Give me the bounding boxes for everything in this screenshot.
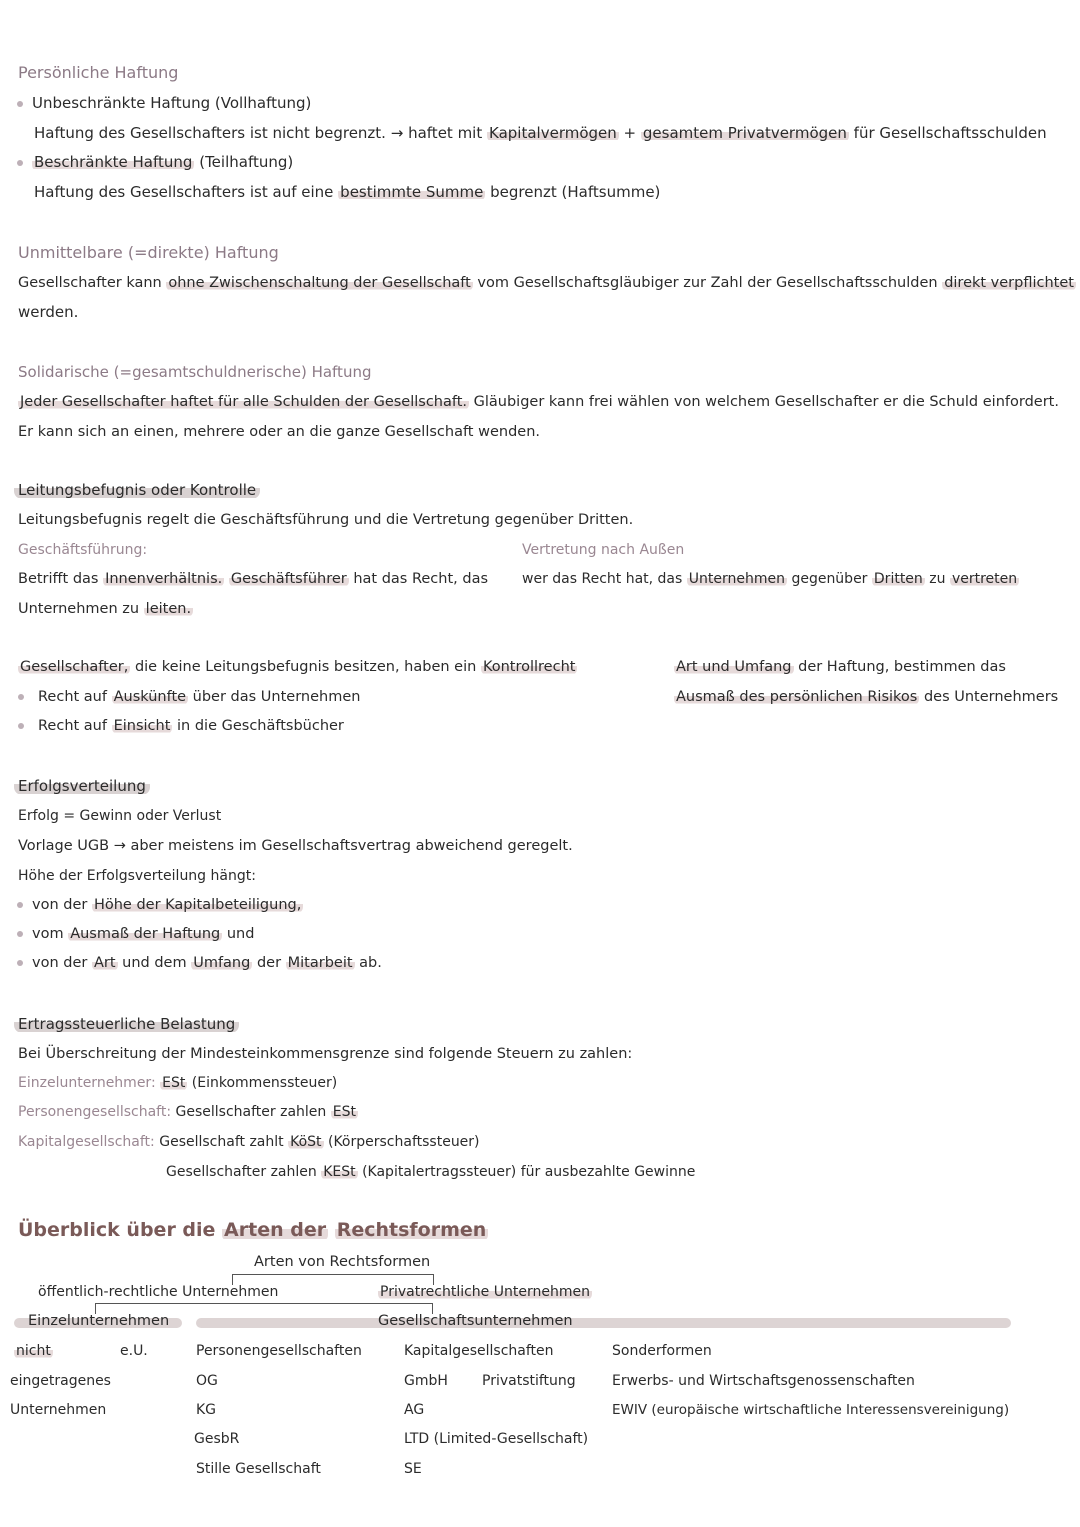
- tree-kapital-item: LTD (Limited-Gesellschaft): [404, 1431, 589, 1447]
- tree-eu: e.U.: [120, 1343, 148, 1359]
- section-title-solidarische-haftung: Solidarische (=gesamtschuldnerische) Haftung: [18, 363, 372, 381]
- text: Betrifft das: [18, 571, 99, 587]
- geschaeftsfuehrung-label: Geschäftsführung:: [18, 542, 148, 558]
- text: nicht: [16, 1343, 51, 1359]
- tree-privatstiftung: Privatstiftung: [482, 1373, 576, 1389]
- text: Recht auf: [38, 718, 107, 734]
- label: Personengesellschaft:: [18, 1104, 172, 1120]
- bullet-dot: [17, 160, 23, 166]
- vertretung-desc: [522, 569, 1019, 589]
- section-title-unmittelbare-haftung: Unmittelbare (=direkte) Haftung: [18, 243, 279, 262]
- kontrolle-bullet-1: [38, 687, 360, 707]
- tree-unternehmen: Unternehmen: [10, 1402, 107, 1418]
- text: (Haftsumme): [561, 183, 661, 201]
- highlight-auskuenfte: Auskünfte: [113, 689, 187, 705]
- tree-sonder-item: EWIV (europäische wirtschaftliche Interessensvereinigung): [612, 1402, 1010, 1418]
- bullet-dot: [17, 101, 23, 107]
- text: die keine Leitungsbefugnis besitzen, haben ein: [134, 659, 477, 675]
- unbeschraenkt-paren: (Vollhaftung): [214, 94, 312, 112]
- text: Gesellschafter kann: [18, 275, 162, 291]
- tree-personen-item: Stille Gesellschaft: [196, 1461, 321, 1477]
- text: des Unternehmers: [923, 689, 1059, 705]
- tree-root: Arten von Rechtsformen: [254, 1254, 431, 1270]
- text: Vorlage UGB: [18, 838, 110, 854]
- text: gegenüber: [791, 571, 868, 587]
- text: der: [256, 955, 282, 971]
- bullet-dot: [17, 960, 23, 966]
- tree-sonder-item: Erwerbs- und Wirtschaftsgenossenschaften: [612, 1373, 915, 1389]
- highlight-dritten: Dritten: [873, 571, 923, 587]
- text: und dem: [122, 955, 187, 971]
- highlight-einsicht: Einsicht: [113, 718, 171, 734]
- text: Gesellschaft zahlt: [159, 1134, 284, 1150]
- highlight-arten: Arten der: [224, 1219, 327, 1241]
- tree-personen-item: GesbR: [194, 1431, 240, 1447]
- highlight-rechtsformen: Rechtsformen: [336, 1219, 487, 1241]
- unbeschraenkt-desc: [34, 123, 1047, 143]
- steuer-einzelunternehmer: [18, 1073, 337, 1093]
- text: aber meistens im Gesellschaftsvertrag abweichend geregelt.: [130, 838, 573, 854]
- section-title-ueberblick: [18, 1220, 488, 1240]
- highlight-bar: [196, 1318, 1011, 1328]
- tree-personen-item: KG: [196, 1402, 217, 1418]
- kontrolle-bullet-2: [38, 716, 344, 736]
- arrow-icon: →: [390, 124, 404, 142]
- solidarisch-desc: [18, 392, 1059, 412]
- arrow-icon: →: [113, 838, 126, 854]
- bullet-dot: [17, 902, 23, 908]
- highlight-zwischenschaltung: ohne Zwischenschaltung der Gesellschaft: [168, 275, 471, 291]
- bullet-dot: [17, 931, 23, 937]
- highlight-mitarbeit: Mitarbeit: [287, 955, 353, 971]
- text: Gesellschafter zahlen: [175, 1104, 327, 1120]
- beschraenkt-label: Beschränkte Haftung: [34, 153, 193, 171]
- text: wer das Recht hat, das: [522, 571, 683, 587]
- section-title-leitungsbefugnis: [14, 480, 260, 500]
- tree-kapital-item: GmbH: [404, 1373, 448, 1389]
- section-title-persoenliche-haftung: Persönliche Haftung: [18, 63, 179, 82]
- risiko-note-2: [674, 687, 1058, 707]
- text: Gesellschafter zahlen: [166, 1164, 317, 1180]
- plus-sign: +: [623, 124, 637, 142]
- unbeschraenkt-line: [32, 93, 311, 113]
- title-text: Ertragssteuerliche Belastung: [14, 1015, 239, 1033]
- text: über das Unternehmen: [192, 689, 361, 705]
- highlight-est: ESt: [332, 1104, 356, 1120]
- highlight-geschaeftsfuehrer: Geschäftsführer: [230, 571, 347, 587]
- bullet-dot: [18, 723, 24, 729]
- tree-kapital-item: SE: [404, 1461, 422, 1477]
- text: Haftung des Gesellschafters ist auf eine: [34, 183, 334, 201]
- text: (Körperschaftssteuer): [327, 1134, 480, 1150]
- text: von der: [32, 955, 88, 971]
- highlight-leiten: leiten.: [145, 601, 192, 617]
- bullet-dot: [18, 694, 24, 700]
- text: (Kapitalertragssteuer) für ausbezahlte Gewinne: [362, 1164, 696, 1180]
- highlight-kest: KESt: [323, 1164, 356, 1180]
- tree-privat: [378, 1282, 592, 1302]
- highlight-umfang: Umfang: [193, 955, 251, 971]
- highlight-art: Art: [93, 955, 116, 971]
- tree-eingetragenes: eingetragenes: [10, 1373, 111, 1389]
- tree-kapital-title: Kapitalgesellschaften: [404, 1343, 554, 1359]
- erfolg-desc-2: [18, 836, 573, 856]
- erfolg-desc-1: Erfolg = Gewinn oder Verlust: [18, 808, 222, 824]
- text: der Haftung, bestimmen das: [798, 659, 1006, 675]
- label: Einzelunternehmer:: [18, 1075, 156, 1091]
- text: vom: [32, 926, 64, 942]
- text: hat das Recht, das: [353, 571, 489, 587]
- highlight-vertreten: vertreten: [951, 571, 1018, 587]
- steuer-desc: Bei Überschreitung der Mindesteinkommensgrenze sind folgende Steuern zu zahlen:: [18, 1046, 633, 1062]
- tree-einzel: Einzelunternehmen: [28, 1313, 170, 1329]
- kontrollrecht-desc: [18, 657, 577, 677]
- highlight-ausmass-haftung: Ausmaß der Haftung: [70, 926, 221, 942]
- section-title-erfolgsverteilung: [14, 776, 150, 796]
- section-title-ertragssteuer: [14, 1014, 239, 1034]
- highlight-gesellschafter: Gesellschafter,: [20, 659, 129, 675]
- text: vom Gesellschaftsgläubiger zur Zahl der Gesellschaftsschulden: [477, 275, 938, 291]
- text: ab.: [359, 955, 382, 971]
- highlight-privat: Privatrechtliche Unternehmen: [380, 1284, 590, 1300]
- highlight-privatvermoegen: gesamtem Privatvermögen: [642, 124, 847, 142]
- solidarisch-desc-2: Er kann sich an einen, mehrere oder an die ganze Gesellschaft wenden.: [18, 424, 540, 440]
- text: für Gesellschaftsschulden: [853, 124, 1047, 142]
- text: in die Geschäftsbücher: [177, 718, 344, 734]
- highlight-kapitalvermoegen: Kapitalvermögen: [489, 124, 617, 142]
- highlight-art-und-umfang: Art und Umfang: [676, 659, 792, 675]
- highlight-jeder-gesellschafter: Jeder Gesellschafter haftet für alle Schulden der Gesellschaft.: [20, 394, 468, 410]
- tree-nicht: [14, 1341, 53, 1361]
- tree-kapital-item: AG: [404, 1402, 425, 1418]
- geschaeftsfuehrung-desc: [18, 569, 488, 589]
- leitung-desc: Leitungsbefugnis regelt die Geschäftsführung und die Vertretung gegenüber Dritten.: [18, 512, 634, 528]
- erfolg-bullet-1: [32, 895, 303, 915]
- unbeschraenkt-label: Unbeschränkte Haftung: [32, 94, 211, 112]
- text: Überblick über die: [18, 1219, 216, 1241]
- highlight-est: ESt: [162, 1075, 186, 1091]
- tree-sonder-title: Sonderformen: [612, 1343, 712, 1359]
- text: Haftung des Gesellschafters ist nicht begrenzt.: [34, 124, 386, 142]
- highlight-kapitalbeteiligung: Höhe der Kapitalbeteiligung,: [93, 897, 302, 913]
- highlight-direkt-verpflichtet: direkt verpflichtet: [944, 275, 1074, 291]
- beschraenkt-desc: [34, 182, 660, 202]
- text: Gläubiger kann frei wählen von welchem Gesellschafter er die Schuld einfordert.: [473, 394, 1059, 410]
- steuer-personengesellschaft: [18, 1102, 358, 1122]
- tree-oeffentlich: öffentlich-rechtliche Unternehmen: [38, 1284, 279, 1300]
- tree-personen-title: Personengesellschaften: [196, 1343, 362, 1359]
- text: Recht auf: [38, 689, 107, 705]
- text: (Einkommenssteuer): [191, 1075, 338, 1091]
- title-text: Leitungsbefugnis oder Kontrolle: [14, 481, 260, 499]
- text: begrenzt: [490, 183, 557, 201]
- highlight-bestimmte-summe: bestimmte Summe: [340, 183, 484, 201]
- steuer-kapitalgesellschaft-2: [166, 1162, 695, 1182]
- unmittelbar-desc-2: werden.: [18, 303, 79, 321]
- erfolg-desc-3: Höhe der Erfolgsverteilung hängt:: [18, 868, 256, 884]
- text: Unternehmen zu: [18, 601, 140, 617]
- erfolg-bullet-3: [32, 953, 382, 973]
- beschraenkt-line: [32, 152, 293, 172]
- text: haftet mit: [408, 124, 483, 142]
- title-text: Erfolgsverteilung: [14, 777, 150, 795]
- highlight-koest: KöSt: [290, 1134, 322, 1150]
- label: Kapitalgesellschaft:: [18, 1134, 155, 1150]
- risiko-note-1: [674, 657, 1006, 677]
- steuer-kapitalgesellschaft: [18, 1132, 480, 1152]
- highlight-innenverhaeltnis: Innenverhältnis.: [105, 571, 223, 587]
- geschaeftsfuehrung-desc-2: [18, 599, 193, 619]
- tree-gesellschaft: Gesellschaftsunternehmen: [378, 1313, 573, 1329]
- vertretung-label: Vertretung nach Außen: [522, 542, 685, 558]
- erfolg-bullet-2: [32, 924, 254, 944]
- highlight-kontrollrecht: Kontrollrecht: [482, 659, 576, 675]
- highlight-unternehmen: Unternehmen: [688, 571, 785, 587]
- text: (Teilhaftung): [199, 153, 294, 171]
- highlight-ausmass-risikos: Ausmaß des persönlichen Risikos: [676, 689, 918, 705]
- text: von der: [32, 897, 88, 913]
- text: zu: [929, 571, 946, 587]
- tree-personen-item: OG: [196, 1373, 218, 1389]
- unmittelbar-desc: [18, 273, 1076, 293]
- text: und: [226, 926, 255, 942]
